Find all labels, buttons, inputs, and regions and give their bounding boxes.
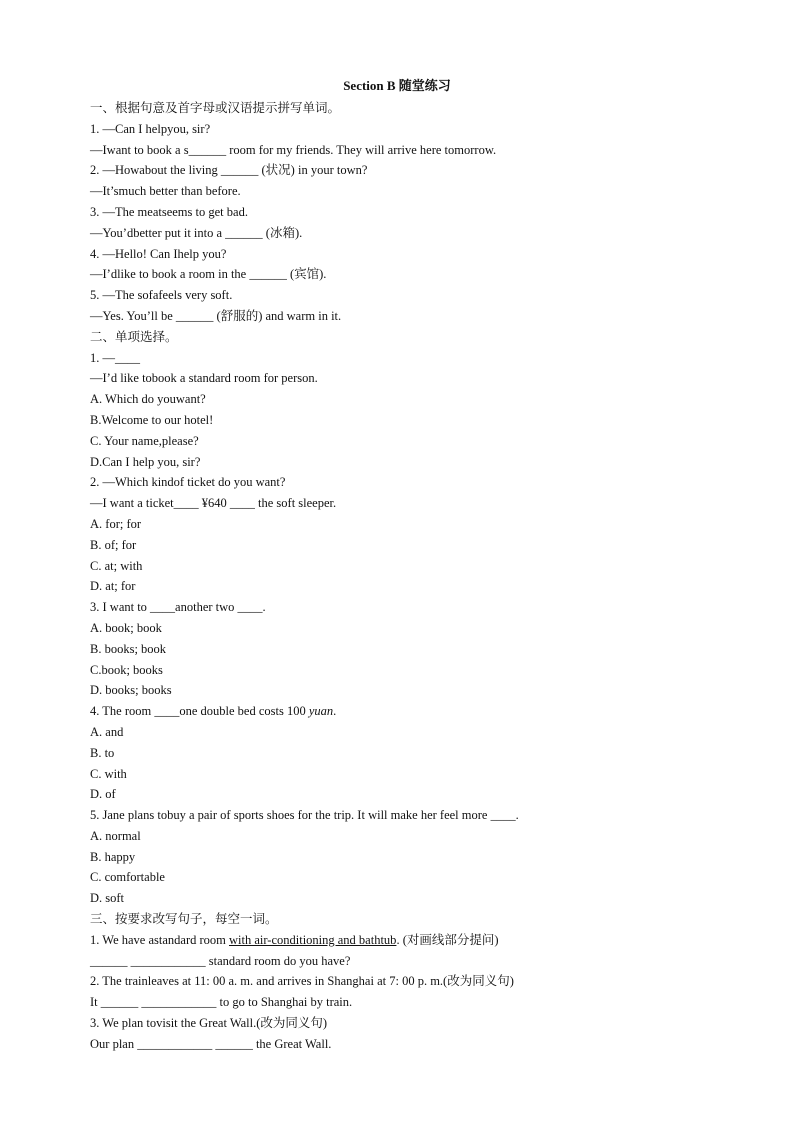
- s1-line: —It’smuch better than before.: [90, 184, 241, 199]
- s1-line: —Yes. You’ll be ______ (舒服的) and warm in it.: [90, 308, 342, 323]
- s3-q1-underlined: with air-conditioning and bathtub: [229, 932, 397, 947]
- s2-line: C. with: [90, 766, 127, 781]
- s2-line: B. happy: [90, 849, 136, 864]
- s3-line: 3. We plan tovisit the Great Wall.(改为同义句): [90, 1016, 328, 1031]
- s2-line: 1. —____: [90, 350, 140, 365]
- s2-line: C. comfortable: [90, 870, 165, 885]
- s2-line: B. of; for: [90, 537, 137, 552]
- s2-line: D. of: [90, 787, 116, 802]
- s2-line: D. at; for: [90, 579, 136, 594]
- s1-line: —Iwant to book a s______ room for my friends. They will arrive here tomorrow.: [90, 142, 497, 157]
- s2-line: A. Which do youwant?: [90, 392, 206, 407]
- section-2-heading: 二、单项选择。: [90, 328, 178, 344]
- s3-q1-text: 1. We have astandard room: [90, 932, 229, 947]
- section-3-heading: 三、按要求改写句子，每空一词。: [90, 911, 278, 927]
- s2-line: A. and: [90, 724, 124, 739]
- s2-line: D.Can I help you, sir?: [90, 454, 201, 469]
- s2-line: B.Welcome to our hotel!: [90, 412, 214, 427]
- page-title: Section B 随堂练习: [343, 78, 451, 93]
- s1-line: 4. —Hello! Can Ihelp you?: [90, 246, 227, 261]
- s1-line: 2. —Howabout the living ______ (状况) in your town?: [90, 163, 368, 178]
- section-1-heading: 一、根据句意及首字母或汉语提示拼写单词。: [90, 100, 341, 115]
- s3-q1-instruction: . (对画线部分提问): [396, 932, 499, 947]
- s2-line: C. Your name,please?: [90, 433, 199, 448]
- s2-line: 2. —Which kindof ticket do you want?: [90, 475, 286, 490]
- s2-line: A. normal: [90, 828, 141, 843]
- s1-line: —I’dlike to book a room in the ______ (宾馆).: [90, 267, 327, 282]
- s3-line: Our plan ____________ ______ the Great Wall.: [90, 1036, 332, 1051]
- s1-line: 5. —The sofafeels very soft.: [90, 288, 233, 303]
- q4-italic-word: yuan: [308, 704, 334, 719]
- q4-text: 4. The room ____one double bed costs 100: [90, 704, 309, 719]
- s2-line: C.book; books: [90, 662, 163, 677]
- s3-line: ______ ____________ standard room do you have?: [90, 953, 351, 968]
- s2-line: 3. I want to ____another two ____.: [90, 600, 266, 615]
- s2-line: A. book; book: [90, 620, 162, 635]
- s2-line: D. books; books: [90, 683, 172, 698]
- s2-line: B. to: [90, 745, 115, 760]
- s3-line: It ______ ____________ to go to Shanghai by train.: [90, 995, 353, 1010]
- s2-line: —I’d like tobook a standard room for person.: [90, 371, 318, 386]
- s1-line: 1. —Can I helpyou, sir?: [90, 121, 211, 136]
- q4-end: .: [333, 704, 337, 719]
- s3-question-1: [90, 930, 730, 951]
- s2-line: D. soft: [90, 891, 125, 906]
- s2-question-4: [90, 701, 730, 722]
- s2-line: C. at; with: [90, 558, 143, 573]
- s2-line: B. books; book: [90, 641, 167, 656]
- s2-line: 5. Jane plans tobuy a pair of sports shoes for the trip. It will make her feel more ____.: [90, 808, 519, 823]
- s2-line: —I want a ticket____ ¥640 ____ the soft sleeper.: [90, 496, 337, 511]
- s1-line: —You’dbetter put it into a ______ (冰箱).: [90, 225, 303, 240]
- s3-line: 2. The trainleaves at 11: 00 a. m. and arrives in Shanghai at 7: 00 p. m.(改为同义句): [90, 974, 514, 989]
- s1-line: 3. —The meatseems to get bad.: [90, 204, 248, 219]
- s2-line: A. for; for: [90, 516, 142, 531]
- worksheet-content: [90, 98, 730, 1055]
